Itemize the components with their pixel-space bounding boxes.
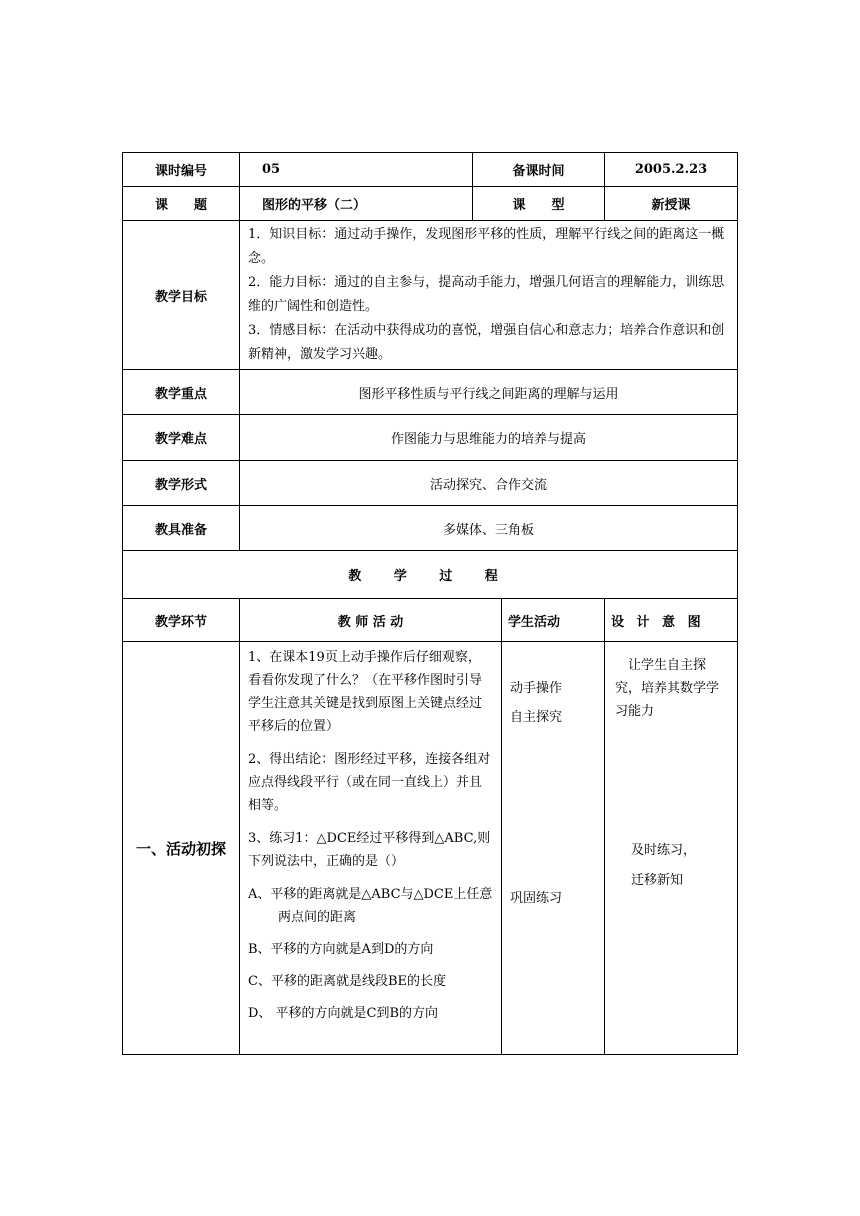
stage1-teacher-activity [240, 642, 502, 1055]
header-row-1 [123, 153, 738, 187]
intent-text-2: 及时练习， [631, 843, 697, 858]
prep-time-value: 2005.2.23 [605, 153, 738, 187]
stage1-row [123, 642, 738, 1055]
objectives-label: 教学目标 [123, 221, 240, 370]
difficulty-label: 教学难点 [123, 415, 240, 461]
topic-value: 图形的平移（二） [240, 187, 473, 221]
lesson-no-label: 课时编号 [123, 153, 240, 187]
objectives-row [123, 221, 738, 370]
objective-item-2: 2．能力目标：通过的自主参与，提高动手能力，增强几何语言的理解能力，训练思维的广阔性和创造性。 [248, 275, 725, 314]
difficulty-value: 作图能力与思维能力的培养与提高 [240, 415, 738, 461]
form-label: 教学形式 [123, 461, 240, 506]
header-row-2 [123, 187, 738, 221]
student-activity-1: 动手操作 [510, 681, 563, 696]
process-title-row [123, 551, 738, 599]
form-value: 活动探究、合作交流 [240, 461, 738, 506]
objective-item-1: 1．知识目标：通过动手操作，发现图形平移的性质，理解平行线之间的距离这一概念。 [248, 227, 725, 266]
option-b: B、平移的方向就是A到D的方向 [248, 942, 434, 957]
lesson-plan-table [122, 152, 738, 1055]
teacher-step-3: 3、练习1：△DCE经过平移得到△ABC,则下列说法中，正确的是（） [248, 831, 491, 869]
stage1-student-activity [502, 642, 605, 1055]
lesson-no-value: 05 [240, 153, 473, 187]
student-activity-2: 自主探究 [510, 710, 563, 725]
objectives-content [240, 221, 738, 370]
stage-column-header: 教学环节 [123, 599, 240, 642]
teacher-step-1: 1、在课本19页上动手操作后仔细观察，看看你发现了什么？（在平移作图时引导学生注意其关键是找到原图上关键点经过平移后的位置） [248, 650, 483, 734]
tools-value: 多媒体、三角板 [240, 506, 738, 551]
option-a: A、平移的距离就是△ABC与△DCE上任意两点间的距离 [248, 887, 493, 925]
teacher-step-2: 2、得出结论：图形经过平移，连接各组对应点得线段平行（或在同一直线上）并且相等。 [248, 752, 491, 813]
stage1-design-intent [605, 642, 738, 1055]
teacher-column-header: 教 师 活 动 [240, 599, 502, 642]
objective-item-3: 3．情感目标：在活动中获得成功的喜悦，增强自信心和意志力；培养合作意识和创新精神，激发学习兴趣。 [248, 323, 725, 362]
option-d: D、 平移的方向就是C到B的方向 [248, 1006, 439, 1021]
intent-column-header: 设 计 意 图 [605, 599, 738, 642]
type-value: 新授课 [605, 187, 738, 221]
difficulty-row [123, 415, 738, 461]
intent-text-3: 迁移新知 [631, 873, 684, 888]
type-label: 课 型 [473, 187, 605, 221]
topic-label: 课 题 [123, 187, 240, 221]
form-row [123, 461, 738, 506]
option-c: C、平移的距离就是线段BE的长度 [248, 974, 446, 989]
key-point-value: 图形平移性质与平行线之间距离的理解与运用 [240, 370, 738, 415]
key-point-label: 教学重点 [123, 370, 240, 415]
student-column-header: 学生活动 [502, 599, 605, 642]
process-header-row [123, 599, 738, 642]
tools-row [123, 506, 738, 551]
intent-text-1: 让学生自主探究，培养其数学学习能力 [615, 658, 720, 719]
prep-time-label: 备课时间 [473, 153, 605, 187]
tools-label: 教具准备 [123, 506, 240, 551]
key-point-row [123, 370, 738, 415]
stage1-name: 一、活动初探 [123, 642, 240, 1055]
student-activity-3: 巩固练习 [510, 891, 563, 906]
process-title: 教 学 过 程 [123, 551, 738, 599]
